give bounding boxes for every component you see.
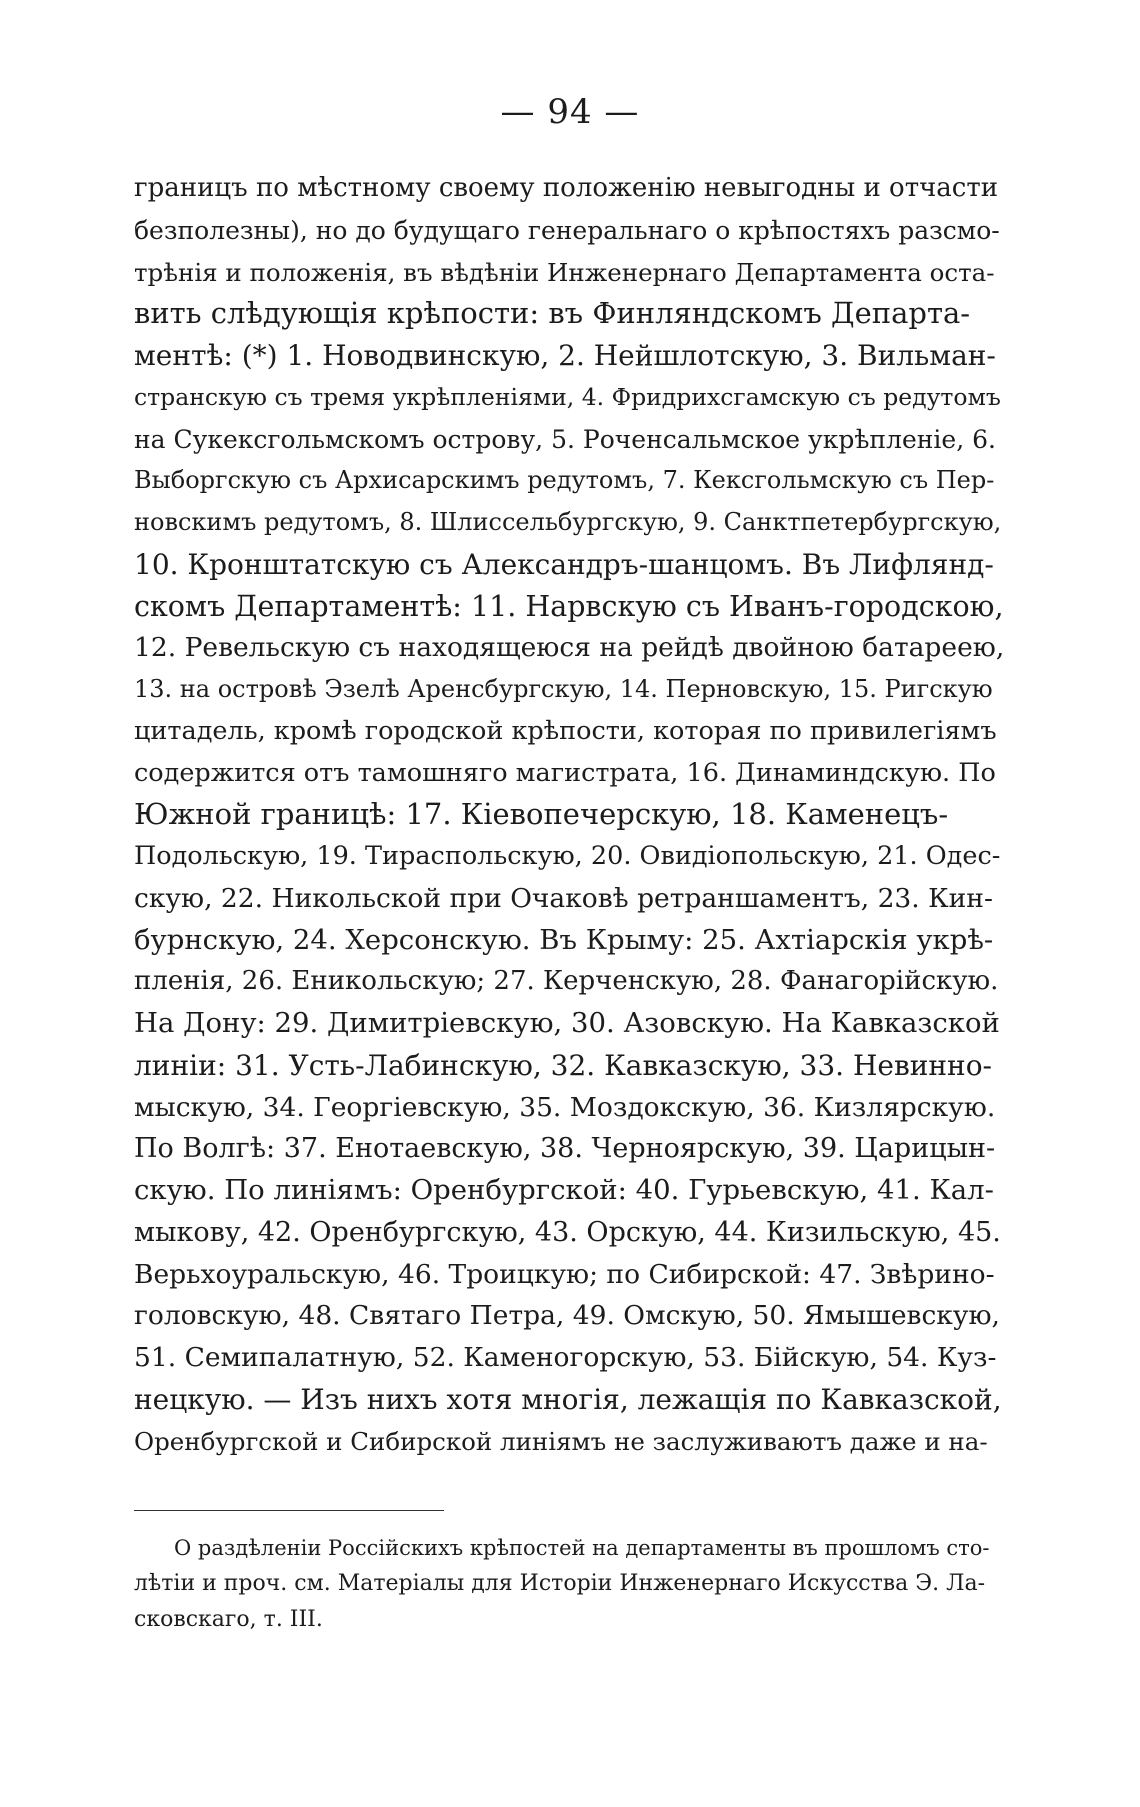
body-line: пленія, 26. Еникольскую; 27. Керченскую, 28. Фанагорійскую. (134, 966, 999, 997)
body-text (134, 168, 1004, 1462)
body-line: 13. на островѣ Эзелѣ Аренсбургскую, 14. Перновскую, 15. Ригскую (134, 675, 993, 703)
body-line: скую. По линіямъ: Оренбургской: 40. Гурьевскую, 41. Кал- (134, 1174, 994, 1206)
body-line: Подольскую, 19. Тираспольскую, 20. Овидіопольскую, 21. Одес- (134, 841, 1001, 871)
body-line: бурнскую, 24. Херсонскую. Въ Крыму: 25. Ахтіарскія укрѣ- (134, 923, 994, 956)
footnote-line: лѣтіи и проч. см. Матеріалы для Исторіи Инженернаго Искусства Э. Ла- (134, 1571, 985, 1596)
body-line: на Сукексгольмскомъ острову, 5. Роченсальмское укрѣпленіе, 6. (134, 424, 996, 454)
footnote-rule (134, 1510, 444, 1511)
page-number: — 94 — (500, 92, 640, 132)
body-line: 10. Кронштатскую съ Александръ-шанцомъ. Въ Лифлянд- (134, 547, 994, 581)
body-line: ментѣ: (*) 1. Новодвинскую, 2. Нейшлотскую, 3. Вильман- (134, 339, 996, 372)
body-line: головскую, 48. Святаго Петра, 49. Омскую, 50. Ямышевскую, (134, 1300, 1000, 1332)
body-line: вить слѣдующія крѣпости: въ Финляндскомъ Департа- (134, 296, 971, 331)
body-line: Оренбургской и Сибирской линіямъ не заслуживаютъ даже и на- (134, 1426, 988, 1456)
body-line: На Дону: 29. Димитріевскую, 30. Азовскую. На Кавказской (134, 1007, 1000, 1039)
body-line: новскимъ редутомъ, 8. Шлиссельбургскую, 9. Санктпетербургскую, (134, 508, 1002, 536)
body-line: Южной границѣ: 17. Кіевопечерскую, 18. Каменецъ- (134, 797, 949, 832)
body-line: нецкую. — Изъ нихъ хотя многія, лежащія по Кавказской, (134, 1382, 1002, 1416)
body-line: мыкову, 42. Оренбургскую, 43. Орскую, 44. Кизильскую, 45. (134, 1216, 1001, 1248)
body-line: По Волгѣ: 37. Енотаевскую, 38. Черноярскую, 39. Царицын- (134, 1133, 996, 1165)
body-line: цитадель, кромѣ городской крѣпости, которая по привилегіямъ (134, 715, 997, 746)
body-line: 51. Семипалатную, 52. Каменогорскую, 53. Бійскую, 54. Куз- (134, 1342, 997, 1373)
body-line: Выборгскую съ Архисарскимъ редутомъ, 7. Кексгольмскую съ Пер- (134, 466, 995, 495)
body-line: мыскую, 34. Георгіевскую, 35. Моздокскую, 36. Кизлярскую. (134, 1091, 996, 1123)
body-line: границъ по мѣстному своему положенію невыгодны и отчасти (134, 173, 999, 203)
footnote-line: О раздѣленіи Россійскихъ крѣпостей на департаменты въ прошломъ сто- (174, 1536, 990, 1560)
body-line: Верьхоуральскую, 46. Троицкую; по Сибирской: 47. Звѣрино- (134, 1258, 995, 1290)
body-line: линіи: 31. Усть-Лабинскую, 32. Кавказскую, 33. Невинно- (134, 1048, 993, 1082)
body-line: скую, 22. Никольской при Очаковѣ ретраншаментъ, 23. Кин- (134, 882, 993, 914)
body-line: странскую съ тремя укрѣпленіями, 4. Фридрихсгамскую съ редутомъ (134, 382, 1001, 411)
footnote-line: сковскаго, т. III. (134, 1607, 323, 1632)
body-line: безполезны), но до будущаго генеральнаго о крѣпостяхъ разсмо- (134, 215, 1000, 245)
body-line: 12. Ревельскую съ находящеюся на рейдѣ двойною батареею, (134, 632, 1004, 664)
footnote (134, 1530, 1004, 1638)
body-line: трѣнія и положенія, въ вѣдѣніи Инженернаго Департамента оста- (134, 257, 995, 287)
body-line: содержится отъ тамошняго магистрата, 16. Динаминдскую. По (134, 757, 996, 788)
body-line: скомъ Департаментѣ: 11. Нарвскую съ Иванъ-городскою, (134, 589, 1004, 623)
